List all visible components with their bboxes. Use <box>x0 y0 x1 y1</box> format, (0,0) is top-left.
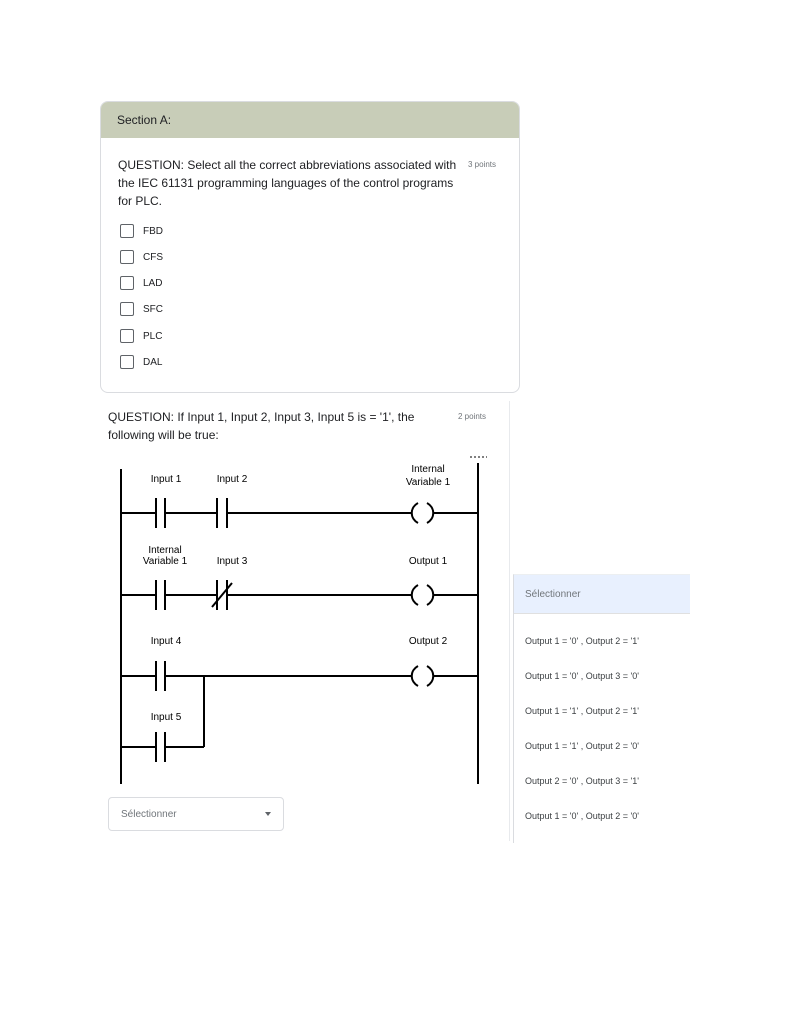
label-internal-variable-1-l2: Variable 1 <box>405 477 451 488</box>
label-output-2: Output 2 <box>408 636 448 647</box>
answer-select[interactable] <box>108 797 284 831</box>
option-fbd[interactable] <box>120 224 163 238</box>
option-label: DAL <box>143 356 163 368</box>
question-2-text: QUESTION: If Input 1, Input 2, Input 3, Input 5 is = '1', the following will be true: <box>108 410 415 442</box>
option-label: SFC <box>143 303 163 315</box>
checkbox[interactable] <box>120 276 134 290</box>
checkbox[interactable] <box>120 355 134 369</box>
dropdown-option[interactable]: Output 1 = '0' , Output 2 = '0' <box>525 811 639 821</box>
dropdown-selected-option[interactable] <box>514 575 690 614</box>
checkbox[interactable] <box>120 329 134 343</box>
question-1-points: 3 points <box>468 160 497 169</box>
section-header <box>101 102 519 138</box>
option-plc[interactable] <box>120 329 162 343</box>
option-lad[interactable] <box>120 276 162 290</box>
label-input-2: Input 2 <box>216 474 248 485</box>
section-title: Section A: <box>117 113 172 127</box>
option-label: PLC <box>143 330 163 342</box>
option-dal[interactable] <box>120 355 162 369</box>
label-input-4: Input 4 <box>150 636 182 647</box>
option-sfc[interactable] <box>120 302 163 316</box>
option-label: FBD <box>143 225 163 237</box>
option-cfs[interactable] <box>120 250 163 264</box>
chevron-down-icon <box>265 812 271 816</box>
checkbox[interactable] <box>120 302 134 316</box>
dropdown-option[interactable]: Output 1 = '1' , Output 2 = '1' <box>525 706 639 716</box>
question-1-text: QUESTION: Select all the correct abbreviations associated with the IEC 61131 programming languages of the control programs for PLC. <box>118 158 457 208</box>
question-card-2 <box>100 401 510 841</box>
coil-internal-variable-1 <box>412 503 418 523</box>
dropdown-selected-label: Sélectionner <box>525 588 581 600</box>
dropdown-menu <box>513 574 690 843</box>
option-label: LAD <box>143 277 163 289</box>
checkbox[interactable] <box>120 224 134 238</box>
label-input-3: Input 3 <box>216 556 248 567</box>
label-internal-variable-1b-l2: Variable 1 <box>142 556 188 567</box>
label-output-1: Output 1 <box>408 556 448 567</box>
option-label: CFS <box>143 251 163 263</box>
dropdown-option[interactable]: Output 1 = '0' , Output 3 = '0' <box>525 671 639 681</box>
dropdown-option[interactable]: Output 1 = '0' , Output 2 = '1' <box>525 636 639 646</box>
label-input-5: Input 5 <box>150 712 182 723</box>
coil-output-2 <box>412 666 418 686</box>
checkbox[interactable] <box>120 250 134 264</box>
select-placeholder: Sélectionner <box>121 808 177 820</box>
dropdown-option[interactable]: Output 1 = '1' , Output 2 = '0' <box>525 741 639 751</box>
coil-output-1 <box>412 585 418 605</box>
dropdown-option[interactable]: Output 2 = '0' , Output 3 = '1' <box>525 776 639 786</box>
label-internal-variable-1b-l1: Internal <box>148 545 182 556</box>
ladder-diagram <box>100 401 509 796</box>
question-2-points: 2 points <box>458 412 487 421</box>
label-input-1: Input 1 <box>150 474 182 485</box>
label-internal-variable-1-l1: Internal <box>411 464 445 475</box>
question-card-1 <box>100 101 520 393</box>
